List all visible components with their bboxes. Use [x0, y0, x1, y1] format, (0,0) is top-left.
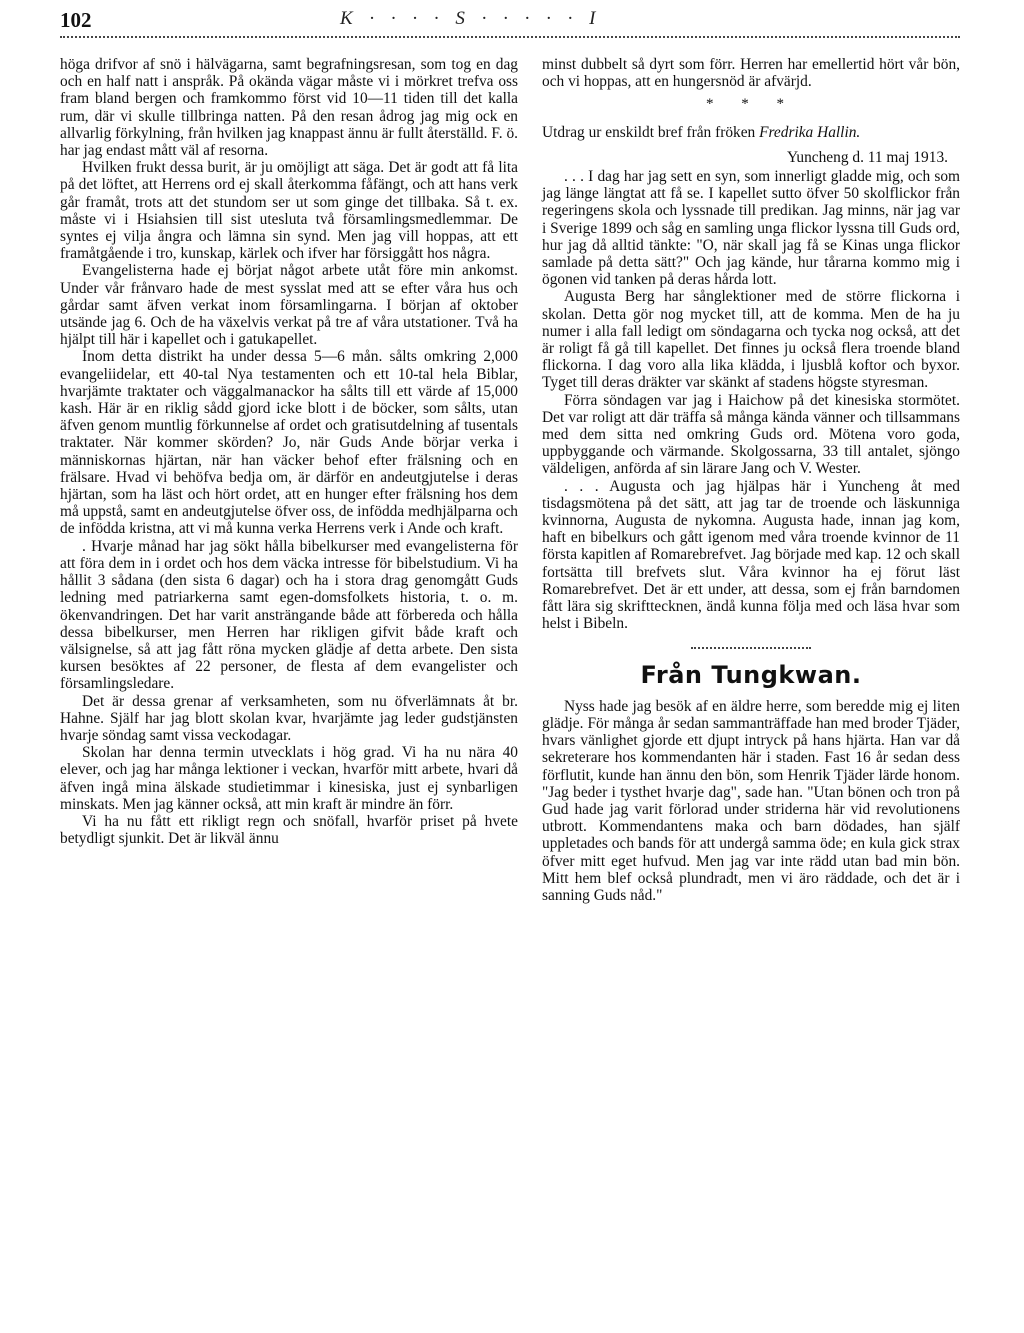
paragraph: Inom detta distrikt ha under dessa 5—6 mån. sålts omkring 2,000 evangeliidelar, ett 40-tal Nya testamenten och ett 10-tal hela Biblar, hvarjämte traktater och väggalmanackor ha sålts till ett värde af 15,000 kash. Här är en riklig sådd gjord icke blott i de böcker, som sålts, utan äfven genom muntlig förkunnelse af ordet och gratisutdelning af tusentals traktater. När kommer skörden? Jo, när Guds Ande börjar verka i människornas hjärtan, när han väcker behof efter frälsning och en frälsare. Hvad vi behöfva bedja om, är därför en andeutgjutelse i deras hjärtan, som ha läst och hört ordet, att en hunger efter frälsning hos dem må uppstå, samt en andeutgjutelse öfver oss, de infödda medhjälparna och de infödda kristna, att vi må kunna verka Herrens verk i Ande och kraft.	[60, 348, 518, 538]
page-header	[0, 0, 1024, 40]
paragraph: . . . I dag har jag sett en syn, som innerligt gladde mig, och som jag länge längtat att få se. I kapellet sutto öfver 50 skolflickor från regeringens skola och lyssnade till predikan. Jag minns, när jag var i Sverige 1899 och såg en samling unga flickor lyssna till Guds ord, hur jag då alltid tänkte: "O, när skall jag få se Kinas unga flickor samlade på detta sätt?" Och jag kände, hur tårarna kommo mig i ögonen vid tanken på deras hårda lott.	[542, 168, 960, 289]
paragraph: höga drifvor af snö i hälvägarna, samt begrafningsresan, som tog en dag och en half natt i anspråk. På okända vägar måste vi i mörkret trefva oss fram bland bergen och framkommo först vid 10—11 tiden till det kalla rum, där vi skulle tillbringa natten. På den resan ådrog jag mig ock en allvarlig förkylning, från hvilken jag knappast ännu är fullt återställd. F. ö. har jag endast mått väl af resorna.	[60, 56, 518, 160]
paragraph: Nyss hade jag besök af en äldre herre, som beredde mig ej liten glädje. För många år sedan sammanträffade han med broder Tjäder, hvars vänlighet gjorde ett djupt intryck på hans hjärta. Han var då sekreterare hos kommendanten här i staden. Fast 16 år sedan dess förflutit, kunde han ännu den bön, som Henrik Tjäder lärde honom. "Jag beder i tysthet hvarje dag", sade han. "Utan bönen och tron på Gud hade jag varit förlorad under striderna här vid revolutionens utbrott. Kommendantens maka och barn dödades, han själf uppletades och bands för att undergå samma öde; en kula gick strax öfver mitt eget hufvud. Men jag var inte rädd utan bad min bön. Mitt hem blef också plundradt, men vi äro räddade, och det är i sanning Guds nåd."	[542, 697, 960, 904]
right-column	[542, 56, 960, 904]
paragraph: Vi ha nu fått ett rikligt regn och snöfall, hvarför priset på hvete betydligt sjunkit. Det är likväl ännu	[60, 812, 518, 848]
paragraph: minst dubbelt så dyrt som förr. Herren har emellertid hört vår bön, och vi hoppas, att en hungersnöd är afvärjd.	[542, 56, 960, 91]
paragraph: Hvilken frukt dessa burit, är ju omöjligt att säga. Det är godt att få lita på det löftet, att Herrens ord ej skall återkomma fåfängt, och att hans verk går framåt, trots att det stundom ser ut som ginge det tillbaka. Så t. ex. måste vi i Hsiahsien till sist utesluta två församlingsmedlemmar. De syntes ej vilja ångra och lämna sin synd. Men jag vill hoppas, att ett framåtgående i tro, kunskap, kärlek och ifver har försiggått hos några.	[60, 159, 518, 263]
paragraph: Evangelisterna hade ej börjat något arbete utåt före min ankomst. Under vår frånvaro hade de mest sysslat med att se efter våra hus och gårdar samt äfven verkat inom församlingarna. I början af oktober utsände jag 6. Och de ha växelvis verkat på tre af våra utstationer. Två ha hjälpt till här i kapellet och i gatukapellet.	[60, 262, 518, 349]
paragraph: Det är dessa grenar af verksamheten, som nu öfverlämnats åt br. Hahne. Själf har jag blott skolan kvar, hvarjämte jag leder gudstjänsten hvarje söndag samt vissa veckodagar.	[60, 692, 518, 744]
paragraph: Förra söndagen var jag i Haichow på det kinesiska stormötet. Det var roligt att där träffa så många kända vänner och tillsammans med dem sitta ned omkring Guds ord. Mötena voro goda, uppbyggande och värmande. Skolgossarna, 33 till antalet, sjöngo väldeligen, anförda af sin lärare Jang och V. Wester.	[542, 391, 960, 478]
paragraph: Augusta Berg har sånglektioner med de större flickorna i skolan. Detta gör nog mycket till, att de komma. Men de ha ju numer i alla fall ledigt om söndagarna och tycka nog också, att det är roligt få gå till kapellet. Det finnes ju också flera troende bland flickorna. I dag voro alla lika klädda, i ljusblå koftor och byxor. Tyget till deras dräkter var skänkt af stadens högste styresman.	[542, 288, 960, 392]
extract-heading-text: Utdrag ur enskildt bref från fröken	[542, 123, 760, 141]
section-separator: * * *	[706, 96, 796, 113]
extract-heading	[542, 124, 960, 141]
header-rule	[60, 36, 960, 38]
dateline: Yuncheng d. 11 maj 1913.	[786, 148, 948, 166]
page-number: 102	[60, 8, 92, 32]
section-title: Från Tungkwan.	[640, 660, 862, 689]
running-head: K · · · · S · · · · · I	[340, 8, 602, 29]
extract-heading-name: Fredrika Hallin.	[759, 123, 861, 141]
paragraph: . . . Augusta och jag hjälpas här i Yuncheng åt med tisdagsmötena på det sätt, att jag tar de troende och läskunniga kvinnorna, Augusta de nykomna. Augusta hade, innan jag kom, haft en bibelkurs och gått igenom med våra troende kvinnor de 11 första kapitlen af Romarebrefvet. Jag började med kap. 12 och skall fortsätta till brefvets slut. Våra kvinnor ha ej förut läst Romarebrefvet. Det är ett under, att dessa, som ej från barndomen fått lära sig skrifttecknen, ändå kunna följa med och läsa hvar som helst i Bibeln.	[542, 477, 960, 633]
divider	[691, 647, 811, 649]
paragraph: . Hvarje månad har jag sökt hålla bibelkurser med evangelisterna för att föra dem in i ordet och hos dem väcka intresse för bibelstudium. Vi ha hållit 3 sådana (den sista 6 dagar) och ha i stora drag genomgått Guds ledning med patriarkerna samt egen-domsfolkets historia, t. o. m. ökenvandringen. Det har varit ansträngande både att förbereda och hålla dessa bibelkurser, men Herren har rikligen gifvit både kraft och välsignelse, så att jag fått röna mycken glädje af detta arbete. Den sista kursen besöktes af 22 personer, de flesta af dem evangelister och församlingsledare.	[60, 537, 518, 693]
left-column	[60, 56, 518, 847]
paragraph: Skolan har denna termin utvecklats i hög grad. Vi ha nu nära 40 elever, och jag har många lektioner i veckan, hvarför mitt arbete, hvari då äfven ingå mina älskade studietimmar i kinesiska, just ej synbarligen minskats. Men jag känner också, att min kraft är mindre än förr.	[60, 744, 518, 813]
